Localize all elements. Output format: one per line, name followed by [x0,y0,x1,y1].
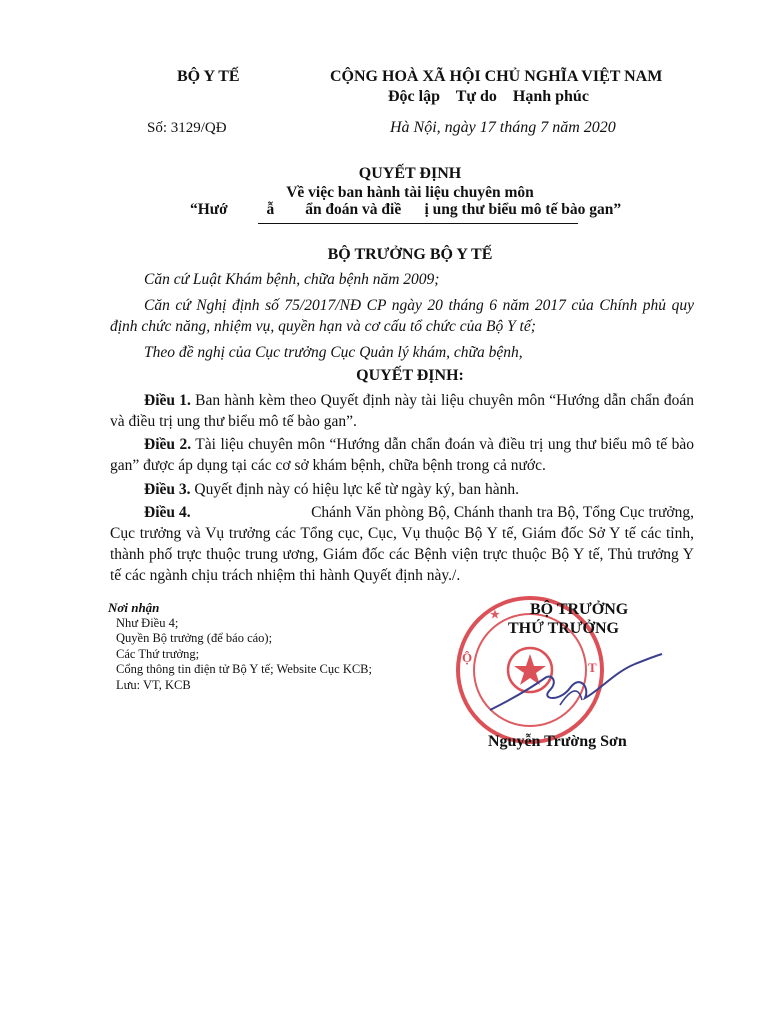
recipient-item: Lưu: VT, KCB [116,677,191,692]
signer-name: Nguyễn Trường Sơn [488,733,627,750]
decision-subject: Về việc ban hành tài liệu chuyên môn [286,184,534,201]
svg-text:T: T [588,660,597,675]
article-3-label: Điều 3. [144,481,191,498]
decision-heading: QUYẾT ĐỊNH: [356,367,464,384]
recipients-heading: Nơi nhận [108,600,160,615]
ground-3 [110,342,694,363]
ground-1 [110,269,694,290]
article-4-label: Điều 4. [144,504,191,521]
ground-2-text: Căn cứ Nghị định số 75/2017/NĐ CP ngày 20 tháng 6 năm 2017 của Chính phủ quy định chức năng, nhiệm vụ, quyền hạn và cơ cấu tổ chức của Bộ Y tế; [110,297,694,335]
article-2 [110,434,694,476]
document-date: Hà Nội, ngày 17 tháng 7 năm 2020 [390,119,616,136]
article-3-text: Quyết định này có hiệu lực kể từ ngày ký, ban hành. [190,481,519,498]
ministry-name: BỘ Y TẾ [177,68,240,85]
authority-title: BỘ TRƯỞNG BỘ Y TẾ [327,246,493,263]
article-4 [110,502,698,586]
recipient-item: Quyền Bộ trưởng (để báo cáo); [116,631,273,645]
recipients-block [108,600,372,693]
recipient-item: Như Điều 4; [116,615,179,630]
motto: Độc lập Tự do Hạnh phúc [388,88,589,105]
ground-3-text: Theo đề nghị của Cục trưởng Cục Quản lý khám, chữa bệnh, [144,344,523,361]
article-3 [110,479,694,500]
article-1-text: Ban hành kèm theo Quyết định này tài liệu chuyên môn “Hướng dẫn chẩn đoán và điều trị ung thư biểu mô tế bào gan”. [110,392,695,430]
recipient-item: Cổng thông tin điện tử Bộ Y tế; Website Cục KCB; [116,662,372,676]
nation-name: CỘNG HOÀ XÃ HỘI CHỦ NGHĨA VIỆT NAM [330,68,663,85]
ground-2 [110,295,694,337]
ground-1-text: Căn cứ Luật Khám bệnh, chữa bệnh năm 2009; [144,271,440,288]
decision-title: QUYẾT ĐỊNH [358,165,462,182]
title-underline [258,223,578,224]
signer-title: BỘ TRƯỞNG [530,601,629,618]
article-2-text: Tài liệu chuyên môn “Hướng dẫn chẩn đoán và điều trị ung thư biểu mô tế bào gan” được áp dụng tại các cơ sở khám bệnh, chữa bệnh trong cả nước. [110,436,694,474]
document-number: Số: 3129/QĐ [147,120,227,136]
article-1 [110,390,694,432]
signer-subtitle: THỨ TRƯỞNG [508,620,619,637]
article-2-label: Điều 2. [144,436,192,453]
article-1-label: Điều 1. [144,392,191,409]
svg-text:★: ★ [490,609,500,621]
recipient-item: Các Thứ trưởng; [116,646,200,661]
article-4-text: Chánh Văn phòng Bộ, Chánh thanh tra Bộ, Tổng Cục trưởng, Cục trưởng và Vụ trưởng các Tổng cục, Cục, Vụ thuộc Bộ Y tế, Giám đốc Sở Y tế các tỉnh, thành phố trực thuộc trung ương, Giám đốc các Bệnh viện trực thuộc Bộ Y tế, Thủ trưởng Y tế các ngành chịu trách nhiệm thi hành Quyết định này./. [110,504,698,584]
svg-text:Ộ: Ộ [462,650,473,665]
document-title: “Hướ ẫ ẩn đoán và điề ị ung thư biểu mô tế bào gan” [190,201,622,218]
